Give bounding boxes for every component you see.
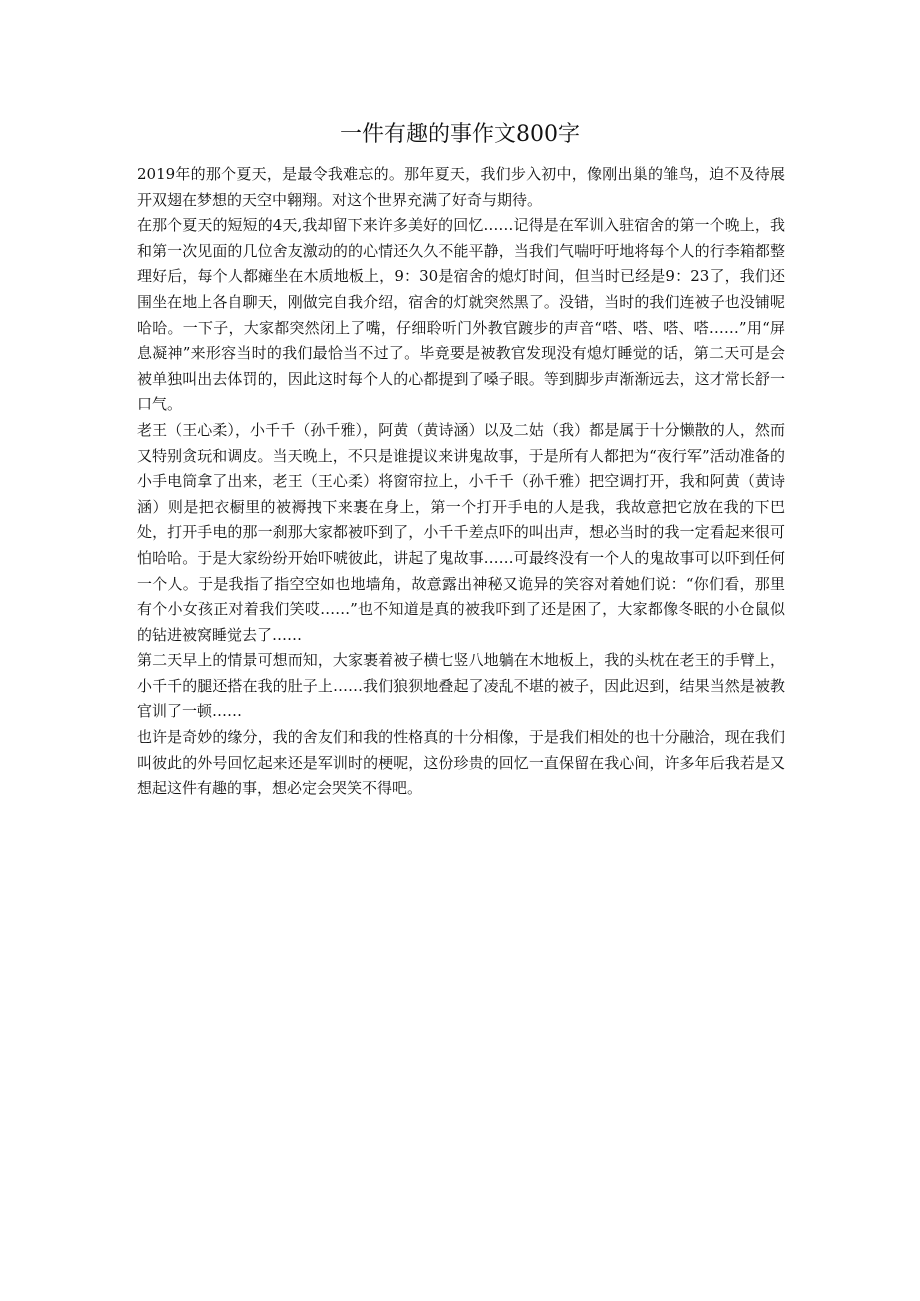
document-body [137,162,785,802]
paragraph-5: 也许是奇妙的缘分，我的舍友们和我的性格真的十分相像，于是我们相处的也十分融洽，现在我们叫彼此的外号回忆起来还是军训时的梗呢，这份珍贵的回忆一直保留在我心间，许多年后我若是又想起这件有趣的事，想必定会哭笑不得吧。 [137,728,785,798]
paragraph-1: 2019年的那个夏天，是最令我难忘的。那年夏天，我们步入初中，像刚出巢的雏鸟，迫不及待展开双翅在梦想的天空中翱翔。对这个世界充满了好奇与期待。 [137,165,785,209]
paragraph-2: 在那个夏天的短短的4天,我却留下来许多美好的回忆……记得是在军训入驻宿舍的第一个晚上，我和第一次见面的几位舍友激动的的心情还久久不能平静，当我们气喘吁吁地将每个人的行李箱都整理好后，每个人都瘫坐在木质地板上，9：30是宿舍的熄灯时间，但当时已经是9：23了，我们还围坐在地上各自聊天，刚做完自我介绍，宿舍的灯就突然黑了。没错，当时的我们连被子也没铺呢哈哈。一下子，大家都突然闭上了嘴，仔细聆听门外教官踱步的声音“嗒、嗒、嗒、嗒……”用“屏息凝神”来形容当时的我们最恰当不过了。毕竟要是被教官发现没有熄灯睡觉的话，第二天可是会被单独叫出去体罚的，因此这时每个人的心都提到了嗓子眼。等到脚步声渐渐远去，这才常长舒一口气。 [137,216,785,414]
paragraph-4: 第二天早上的情景可想而知，大家裹着被子横七竖八地躺在木地板上，我的头枕在老王的手臂上，小千千的腿还搭在我的肚子上……我们狼狈地叠起了凌乱不堪的被子，因此迟到，结果当然是被教官训了一顿…… [137,651,785,721]
page-title: 一件有趣的事作文800字 [340,122,580,147]
paragraph-3: 老王（王心柔），小千千（孙千雅），阿黄（黄诗涵）以及二姑（我）都是属于十分懒散的人，然而又特别贪玩和调皮。当天晚上，不只是谁提议来讲鬼故事，于是所有人都把为“夜行军”活动准备的小手电筒拿了出来，老王（王心柔）将窗帘拉上，小千千（孙千雅）把空调打开，我和阿黄（黄诗涵）则是把衣橱里的被褥拽下来裹在身上，第一个打开手电的人是我，我故意把它放在我的下巴处，打开手电的那一刹那大家都被吓到了，小千千差点吓的叫出声，想必当时的我一定看起来很可怕哈哈。于是大家纷纷开始吓唬彼此，讲起了鬼故事……可最终没有一个人的鬼故事可以吓到任何一个人。于是我指了指空空如也地墙角，故意露出神秘又诡异的笑容对着她们说：“你们看，那里有个小女孩正对着我们笑哎……”也不知道是真的被我吓到了还是困了，大家都像冬眠的小仓鼠似的钻进被窝睡觉去了…… [137,420,785,644]
